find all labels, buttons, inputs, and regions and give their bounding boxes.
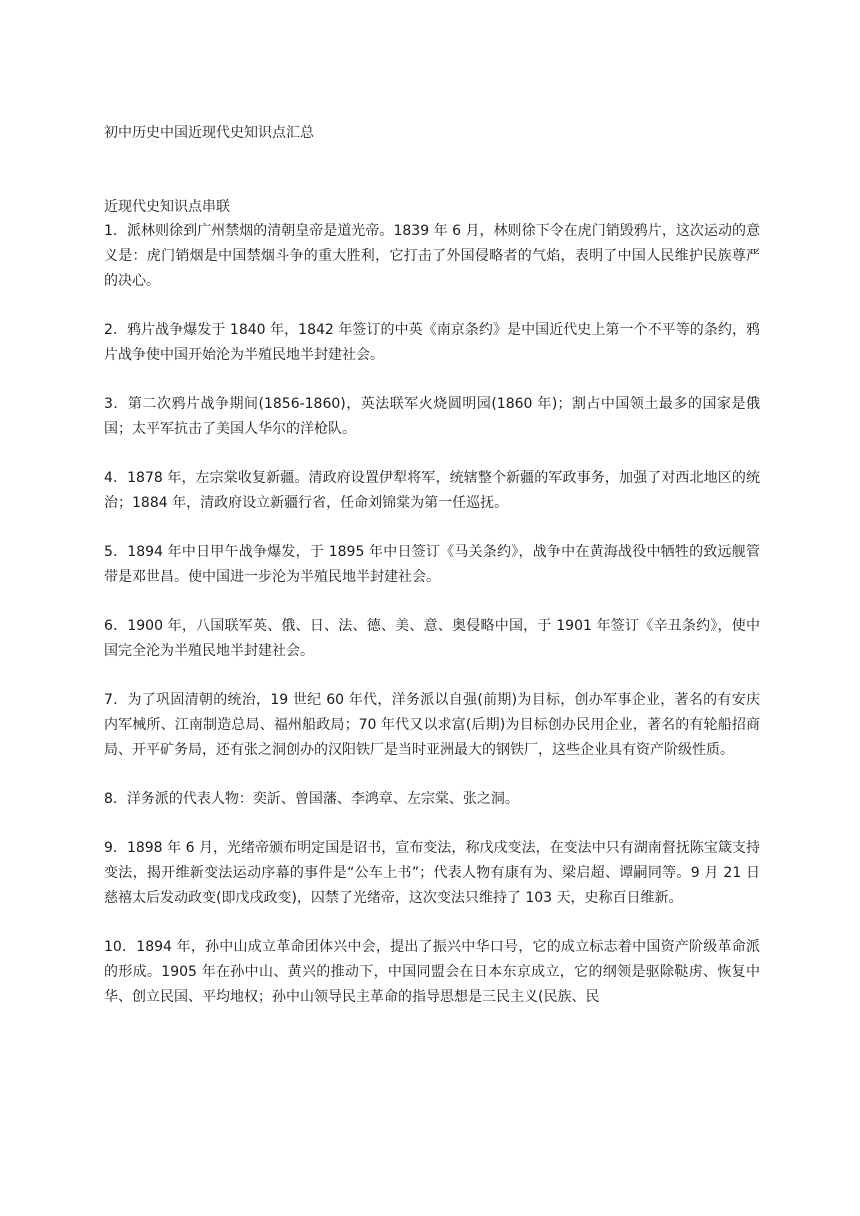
paragraph-7: 7．为了巩固清朝的统治，19 世纪 60 年代，洋务派以自强(前期)为目标，创办军事企业，著名的有安庆内军械所、江南制造总局、福州船政局；70 年代又以求富(后期)为目标创办民用企业，著名的有轮船招商局、开平矿务局，还有张之洞创办的汉阳铁厂是当时亚洲最大的钢铁厂，这些企业具有资产阶级性质。 [104, 692, 760, 758]
document-body [104, 195, 760, 1010]
document-title: 初中历史中国近现代史知识点汇总 [104, 125, 314, 141]
paragraph-5: 5．1894 年中日甲午战争爆发，于 1895 年中日签订《马关条约》，战争中在黄海战役中牺牲的致远舰管带是邓世昌。使中国进一步沦为半殖民地半封建社会。 [104, 544, 760, 585]
paragraph-9: 9．1898 年 6 月，光绪帝颁布明定国是诏书，宣布变法，称戊戌变法，在变法中只有湖南督抚陈宝箴支持变法，揭开维新变法运动序幕的事件是“公车上书”；代表人物有康有为、梁启超、谭嗣同等。9 月 21 日慈禧太后发动政变(即戊戌政变)，囚禁了光绪帝，这次变法只维持了 103 天，史称百日维新。 [104, 840, 760, 906]
paragraph-10: 10．1894 年，孙中山成立革命团体兴中会，提出了振兴中华口号，它的成立标志着中国资产阶级革命派的形成。1905 年在孙中山、黄兴的推动下，中国同盟会在日本东京成立，它的纲领是驱除鞑虏、恢复中华、创立民国、平均地权；孙中山领导民主革命的指导思想是三民主义(民族、民 [104, 939, 760, 1005]
paragraph-4: 4．1878 年，左宗棠收复新疆。清政府设置伊犁将军，统辖整个新疆的军政事务，加强了对西北地区的统治；1884 年，清政府设立新疆行省，任命刘锦棠为第一任巡抚。 [104, 470, 760, 511]
paragraph-3: 3．第二次鸦片战争期间(1856-1860)，英法联军火烧圆明园(1860 年)；割占中国领土最多的国家是俄国；太平军抗击了美国人华尔的洋枪队。 [104, 396, 760, 437]
section-heading: 近现代史知识点串联 [104, 199, 230, 215]
paragraph-2: 2．鸦片战争爆发于 1840 年，1842 年签订的中英《南京条约》是中国近代史上第一个不平等的条约，鸦片战争使中国开始沦为半殖民地半封建社会。 [104, 322, 760, 363]
paragraph-1: 1．派林则徐到广州禁烟的清朝皇帝是道光帝。1839 年 6 月，林则徐下令在虎门销毁鸦片，这次运动的意义是：虎门销烟是中国禁烟斗争的重大胜利，它打击了外国侵略者的气焰，表明了中国人民维护民族尊严的决心。 [104, 223, 760, 289]
paragraph-8: 8．洋务派的代表人物：奕訢、曾国藩、李鸿章、左宗棠、张之洞。 [104, 791, 519, 807]
paragraph-6: 6．1900 年，八国联军英、俄、日、法、德、美、意、奥侵略中国，于 1901 年签订《辛丑条约》，使中国完全沦为半殖民地半封建社会。 [104, 618, 760, 659]
